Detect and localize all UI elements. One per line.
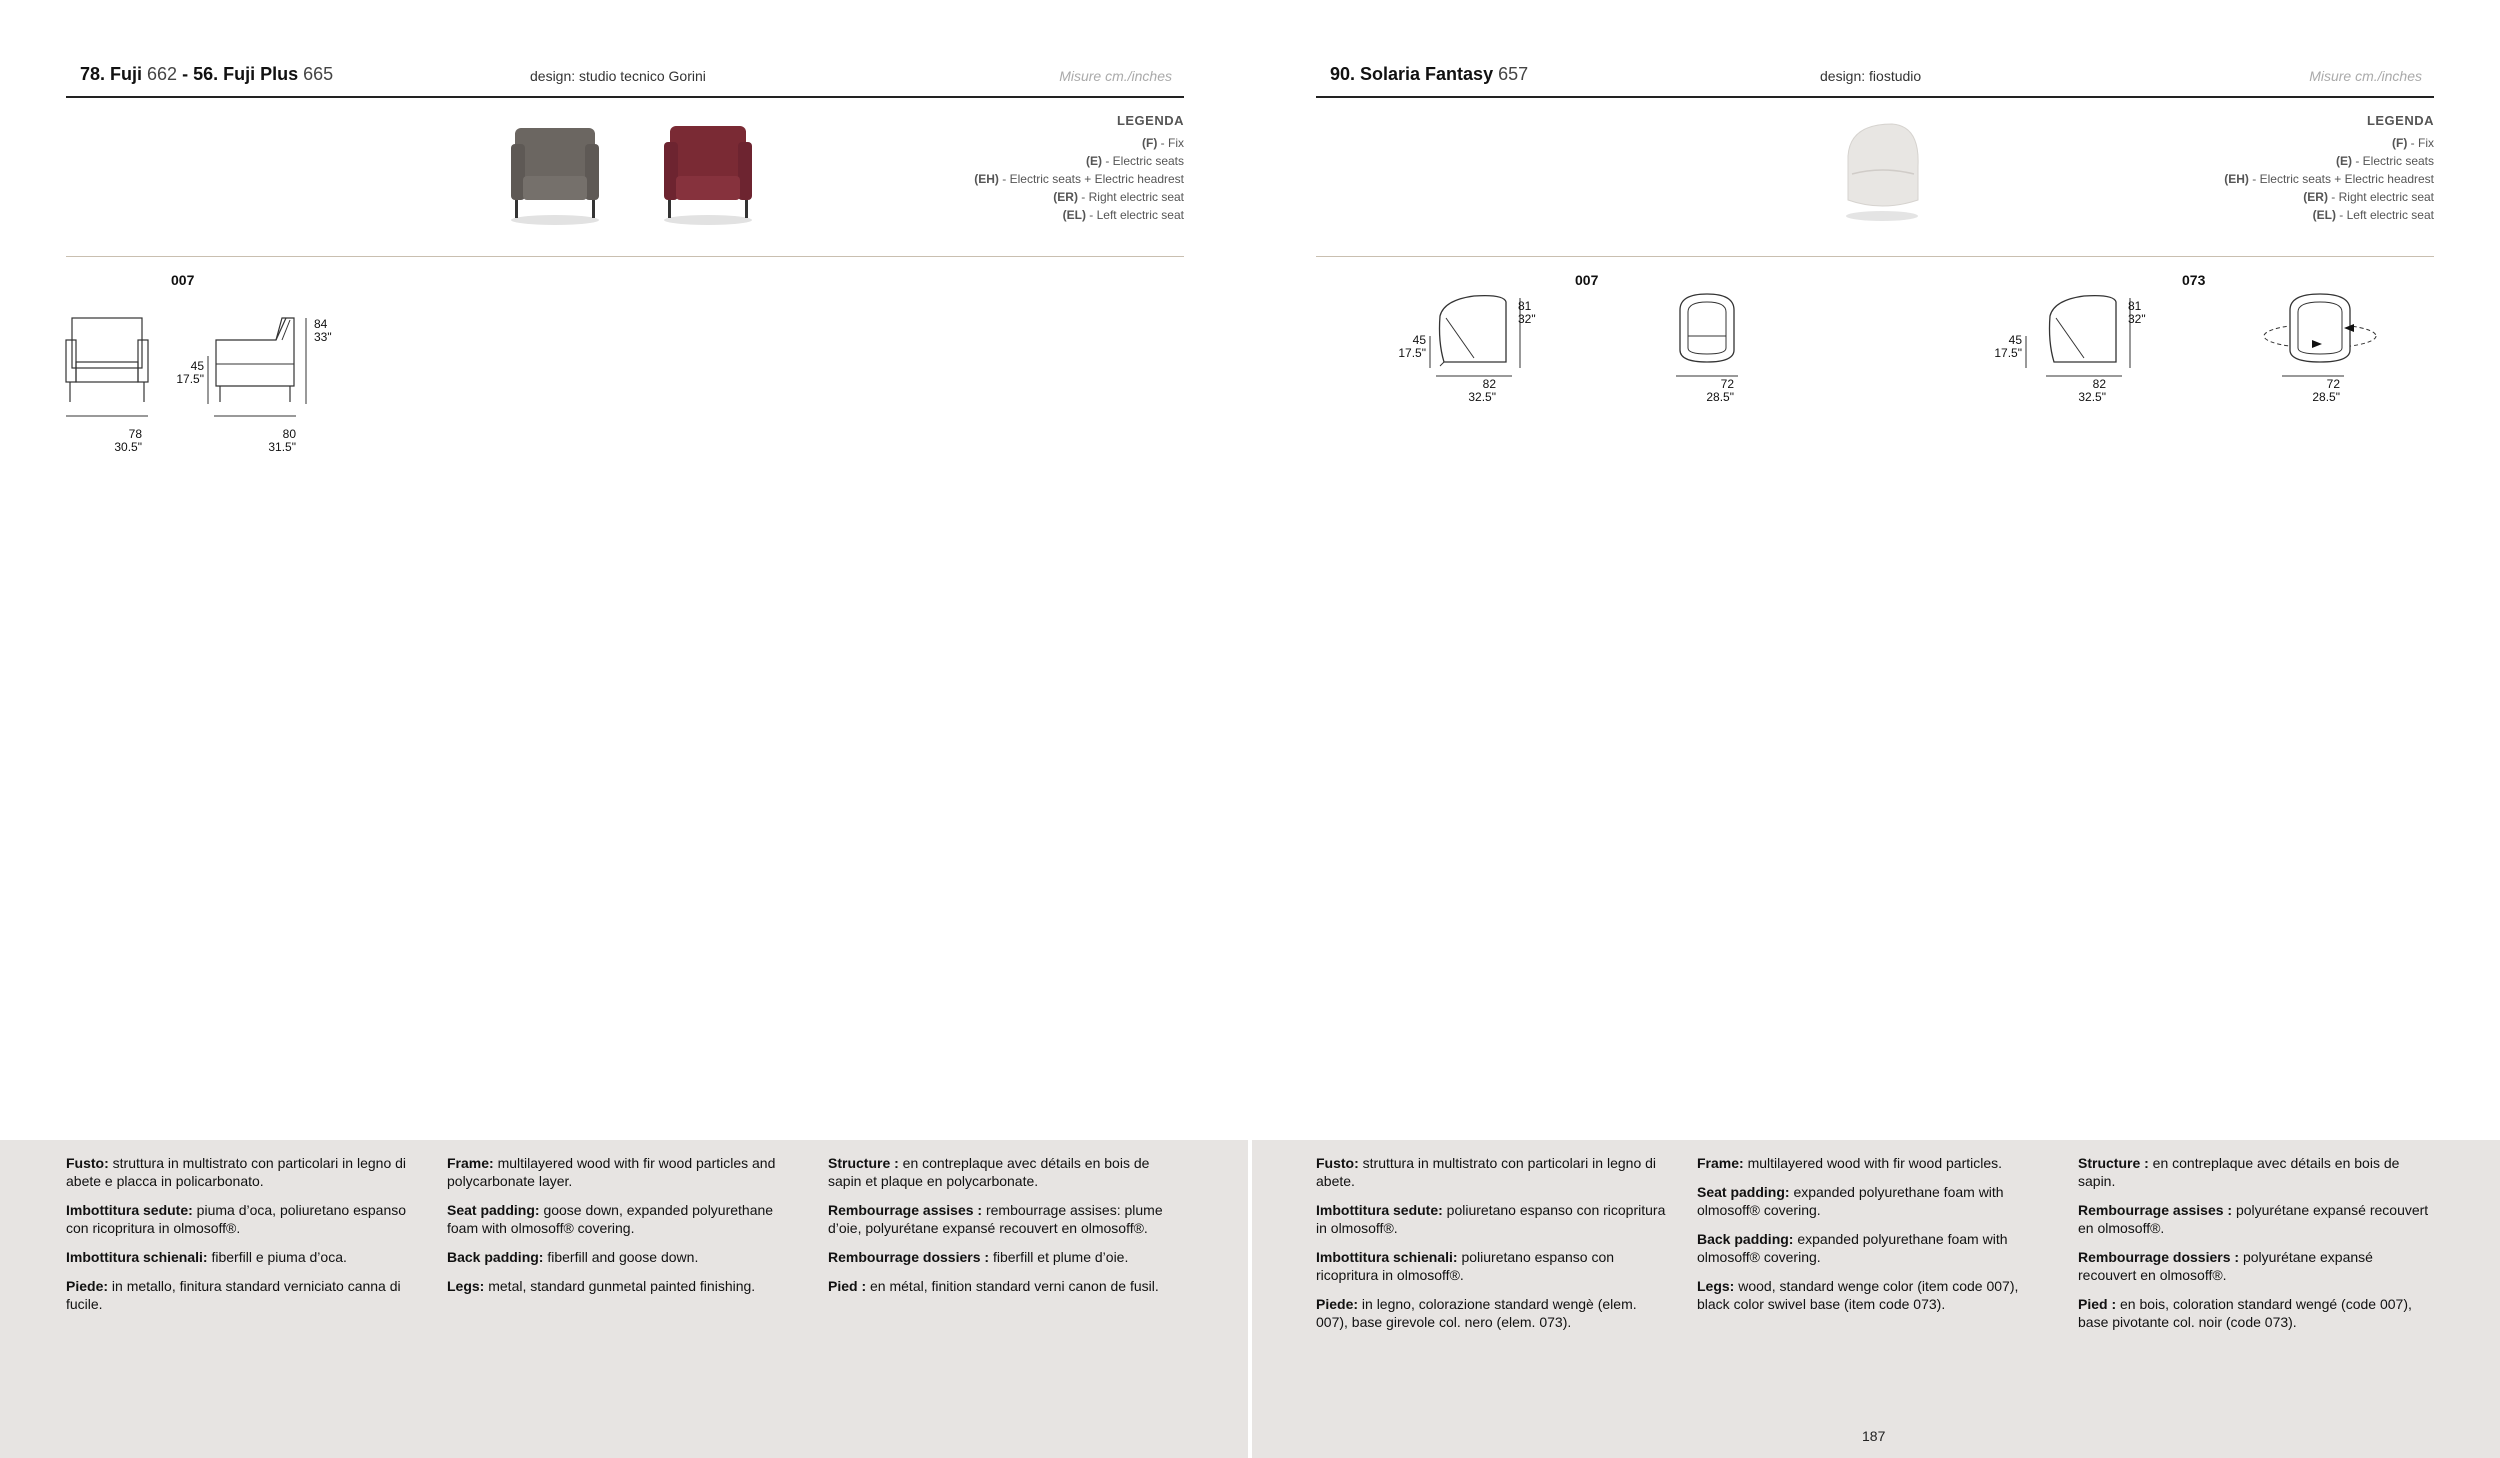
measure-units: Misure cm./inches <box>1059 68 1172 84</box>
code-fuji: 662 <box>147 64 178 84</box>
left-header <box>66 62 1184 98</box>
spec-col-en-left: Frame: multilayered wood with fir wood particles and polycarbonate layer. Seat padding: goose down, expanded polyurethane foam with olmosoff® covering. Back padding: fiberfill and goose down. Legs: metal, standard gunmetal painted finishing. <box>447 1155 776 1294</box>
page-number: 187 <box>1862 1428 1886 1444</box>
front-view-drawing <box>64 310 150 406</box>
title-fuji: 78. Fuji <box>80 64 143 84</box>
spec-col-fr-right: Structure : en contreplaque avec détails en bois de sapin. Rembourrage assises : polyurétane expansé recouvert en olmosoff®. Rembourrage dossiers : polyurétane expansé recouvert en olmosoff®. Pied : en bois, coloration standard wengé (code 007), base pivotante col. noir (code 073). <box>2078 1155 2429 1330</box>
legend-item: (E) - Electric seats <box>1085 154 1184 168</box>
legend-item: (EL) - Left electric seat <box>2312 208 2434 222</box>
solaria-007-side-drawing <box>1434 292 1512 370</box>
dim-seat-height: 45 17.5" <box>176 359 204 386</box>
dim-073-seat: 45 17.5" <box>1994 333 2022 360</box>
side-view-drawing <box>214 314 300 406</box>
title-fuji-plus: 56. Fuji Plus <box>193 64 299 84</box>
spec-col-it-left: Fusto: struttura in multistrato con particolari in legno di abete e placca in policarbonato. Imbottitura sedute: piuma d’oca, poliuretano espanso con ricopritura in olmosoff®. Imbottitura schienali: fiberfill e piuma d’oca. Piede: in metallo, finitura standard verniciato canna di fucile. <box>66 1155 407 1312</box>
seat-height-line <box>206 354 210 406</box>
dim-073-width: 72 28.5" <box>2312 377 2340 404</box>
dim-073-depth: 82 32.5" <box>2078 377 2106 404</box>
side-width-line <box>212 414 298 418</box>
dim-front-width: 78 30.5" <box>114 427 142 454</box>
dim-073-height: 81 32" <box>2128 299 2146 326</box>
armchair-grey-photo <box>505 118 605 228</box>
right-header <box>1316 62 2434 98</box>
legend-left <box>974 112 1184 224</box>
section-divider <box>1316 256 2434 257</box>
legend-title: LEGENDA <box>1116 113 1184 128</box>
solaria-073-seat-line <box>2024 334 2028 370</box>
total-height-line <box>304 316 308 406</box>
legend-item: (F) - Fix <box>1142 136 1184 150</box>
legend-item: (F) - Fix <box>2392 136 2434 150</box>
spec-col-fr-left: Structure : en contreplaque avec détails en bois de sapin et plaque en polycarbonate. Rembourrage assises : rembourrage assises: plume d’oie, polyurétane expansé recouvert en olmosoff®. Rembourrage dossiers : fiberfill et plume d’oie. Pied : en métal, finition standard verni canon de fusil. <box>828 1155 1163 1294</box>
item-code-073: 073 <box>2182 272 2206 288</box>
dim-007-depth: 82 32.5" <box>1468 377 1496 404</box>
solaria-007-seat-line <box>1428 334 1432 370</box>
item-code-007: 007 <box>1575 272 1599 288</box>
product-title <box>80 64 333 85</box>
legend-item: (E) - Electric seats <box>2335 154 2434 168</box>
legend-item: (ER) - Right electric seat <box>2303 190 2434 204</box>
dim-007-seat: 45 17.5" <box>1398 333 1426 360</box>
spec-col-en-right: Frame: multilayered wood with fir wood particles. Seat padding: expanded polyurethane foam with olmosoff® covering. Back padding: expanded polyurethane foam with olmosoff® covering. Legs: wood, standard wenge color (item code 007), black color swivel base (item code 073). <box>1697 1155 2019 1312</box>
legend-title: LEGENDA <box>2366 113 2434 128</box>
legend-item: (ER) - Right electric seat <box>1053 190 1184 204</box>
designer-credit: design: fiostudio <box>1820 68 1922 84</box>
product-title <box>1330 64 1528 85</box>
dim-007-height: 81 32" <box>1518 299 1536 326</box>
solaria-photo <box>1832 116 1932 226</box>
dim-side-width: 80 31.5" <box>268 427 296 454</box>
dim-007-width: 72 28.5" <box>1706 377 1734 404</box>
measure-units: Misure cm./inches <box>2309 68 2422 84</box>
designer-credit: design: studio tecnico Gorini <box>530 68 706 84</box>
legend-item: (EH) - Electric seats + Electric headrest <box>974 172 1184 186</box>
front-width-line <box>64 414 150 418</box>
title-solaria-fantasy: 90. Solaria Fantasy <box>1330 64 1494 84</box>
armchair-red-photo <box>658 118 758 228</box>
dim-total-height: 84 33" <box>314 317 332 344</box>
legend-item: (EL) - Left electric seat <box>1062 208 1184 222</box>
solaria-073-front-swivel-drawing <box>2260 290 2380 370</box>
title-separator: - <box>182 64 189 84</box>
code-solaria: 657 <box>1498 64 1529 84</box>
legend-right <box>2224 112 2434 224</box>
legend-item: (EH) - Electric seats + Electric headrest <box>2224 172 2434 186</box>
spec-col-it-right: Fusto: struttura in multistrato con particolari in legno di abete. Imbottitura sedute: poliuretano espanso con ricopritura in olmosoff®. Imbottitura schienali: poliuretano espanso con ricopritura in olmosoff®. Piede: in legno, colorazione standard wengè (elem. 007), base girevole col. nero (elem. 073). <box>1316 1155 1666 1330</box>
code-fuji-plus: 665 <box>303 64 334 84</box>
solaria-007-front-drawing <box>1676 290 1738 366</box>
solaria-073-side-drawing <box>2044 292 2122 370</box>
item-code-007: 007 <box>171 272 195 288</box>
section-divider <box>66 256 1184 257</box>
